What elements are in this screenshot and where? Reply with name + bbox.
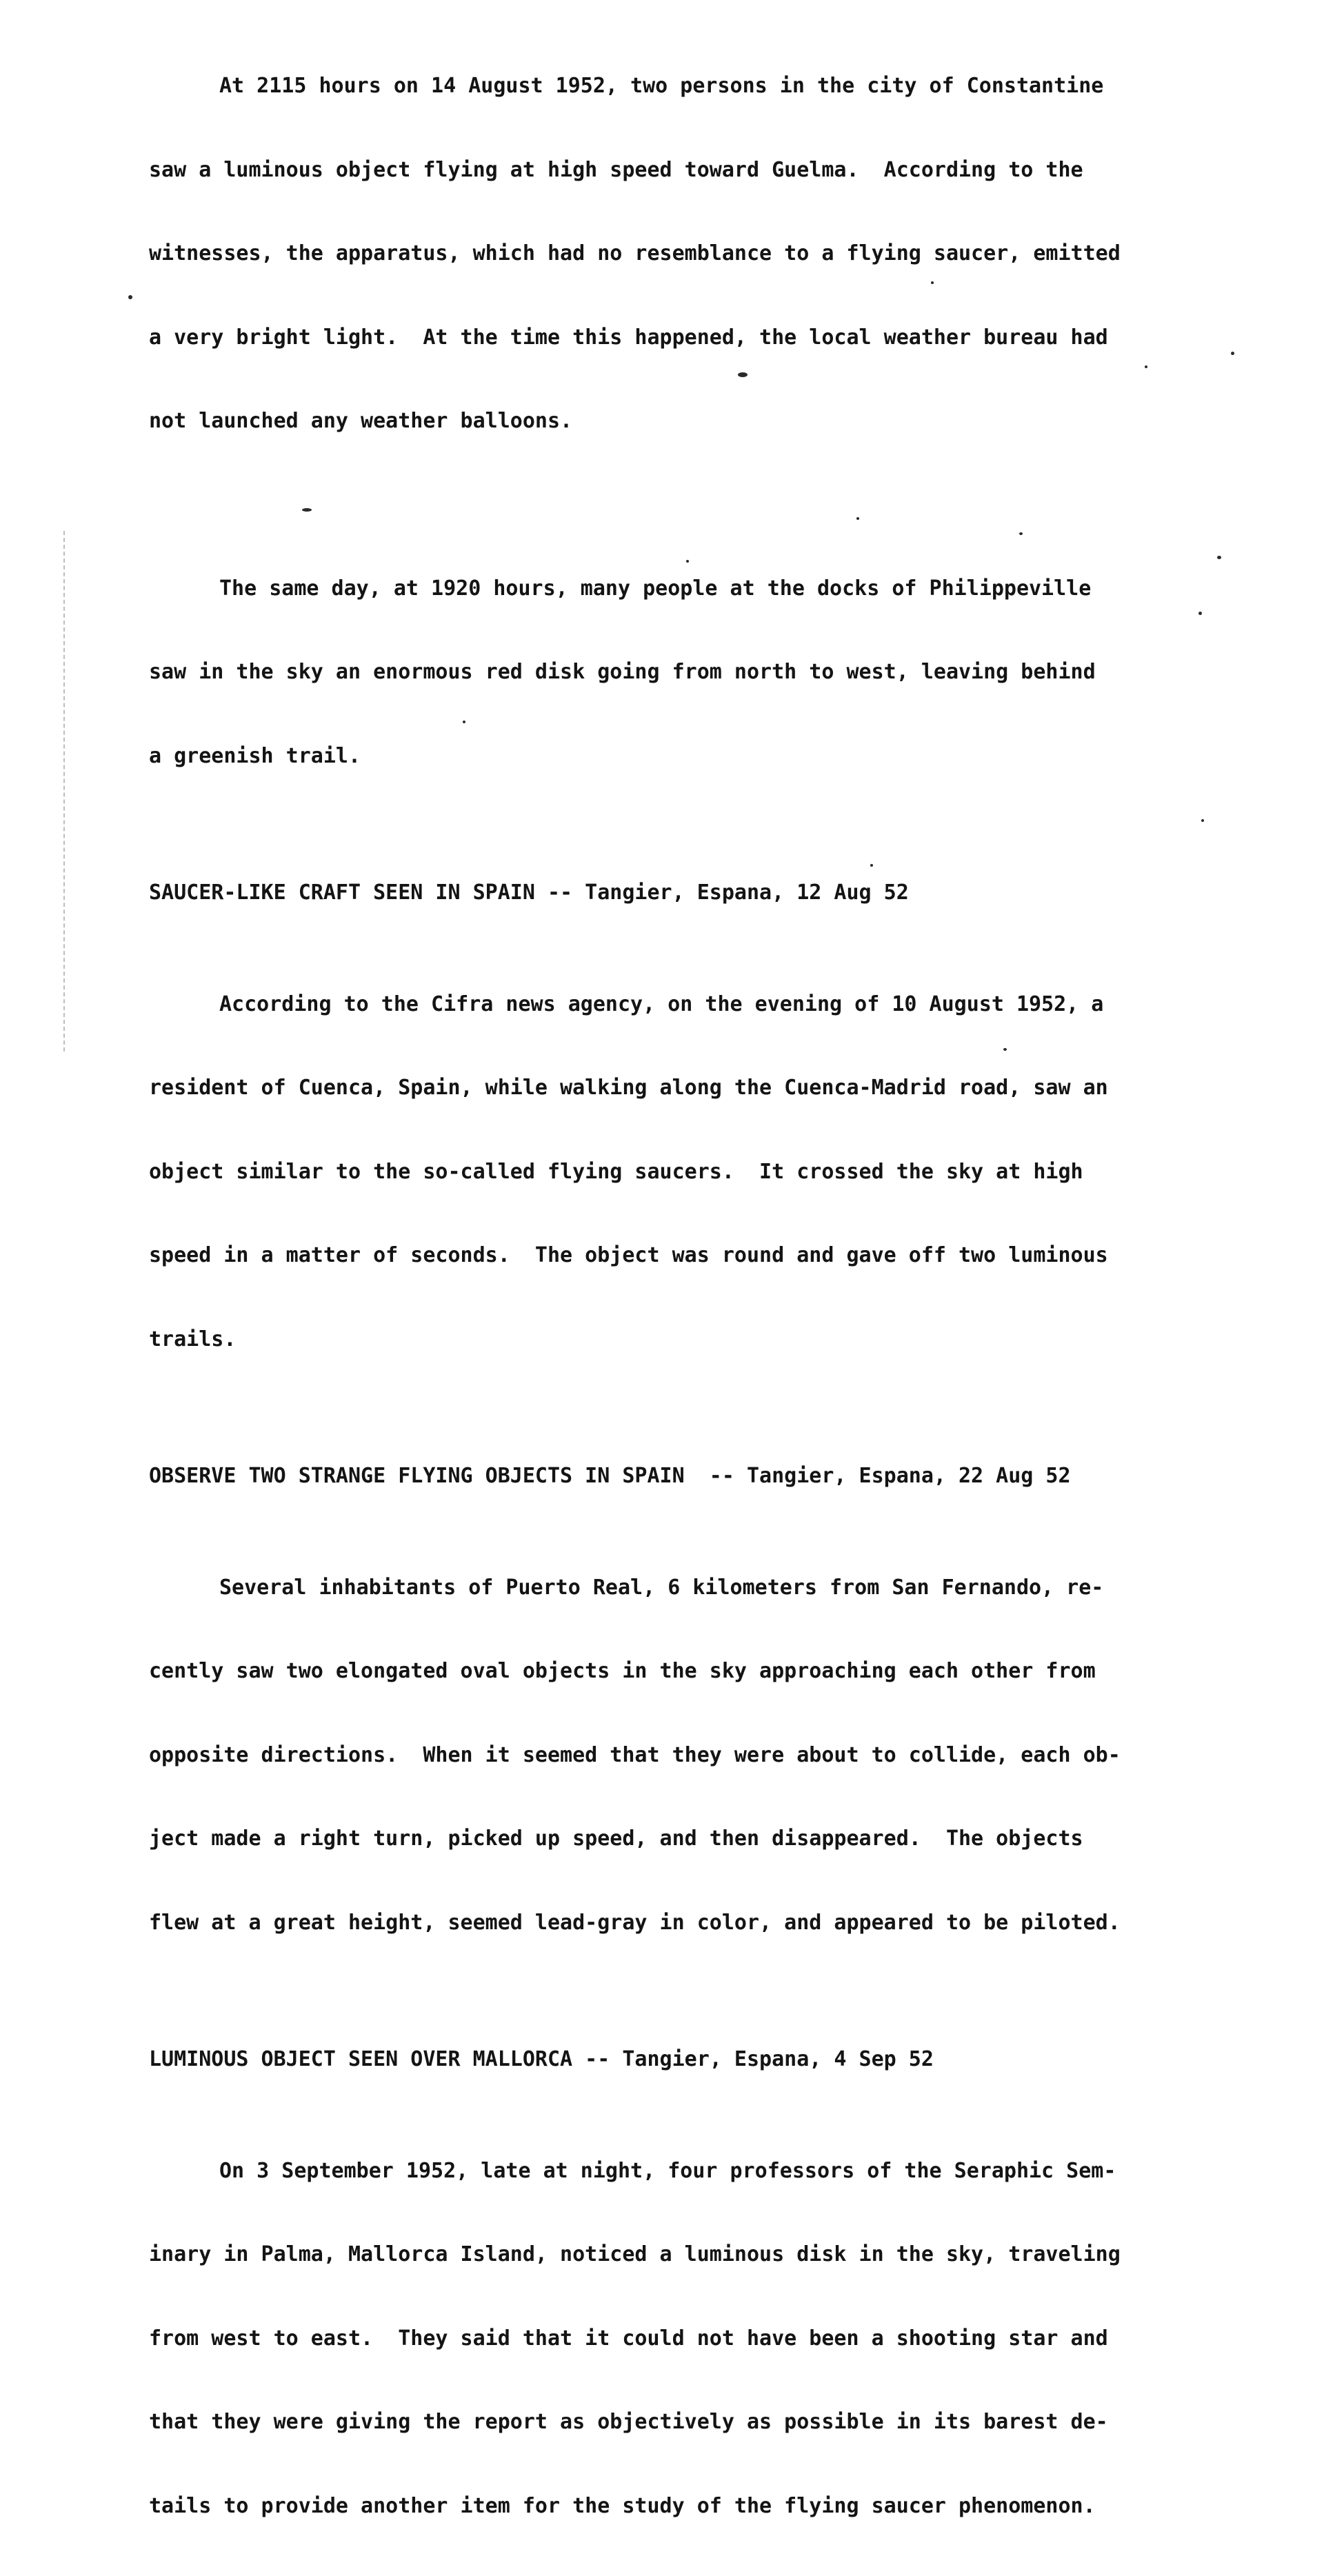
text-line: resident of Cuenca, Spain, while walking along the Cuenca-Madrid road, saw an — [149, 1074, 1238, 1103]
scan-speck — [870, 864, 873, 867]
paragraph-philippeville — [149, 519, 1238, 827]
text-line: witnesses, the apparatus, which had no resemblance to a flying saucer, emitted — [149, 240, 1238, 268]
section-heading-mallorca: LUMINOUS OBJECT SEEN OVER MALLORCA -- Tangier, Espana, 4 Sep 52 — [149, 2046, 1238, 2074]
section-heading-saucer-like-craft: SAUCER-LIKE CRAFT SEEN IN SPAIN -- Tangier, Espana, 12 Aug 52 — [149, 879, 1238, 907]
text-line: tails to provide another item for the study of the flying saucer phenomenon. — [149, 2493, 1238, 2521]
text-line: speed in a matter of seconds. The object was round and gave off two luminous — [149, 1242, 1238, 1270]
text-line: ject made a right turn, picked up speed, and then disappeared. The objects — [149, 1825, 1238, 1853]
scan-speck — [686, 560, 689, 563]
scan-speck — [931, 281, 934, 284]
text-line: not launched any weather balloons. — [149, 407, 1238, 436]
text-line: saw a luminous object flying at high speed toward Guelma. According to the — [149, 157, 1238, 185]
text-line: a very bright light. At the time this happened, the local weather bureau had — [149, 324, 1238, 352]
scan-speck — [1145, 365, 1147, 368]
text-line: trails. — [149, 1326, 1238, 1354]
scan-speck — [302, 508, 312, 512]
scan-speck — [1201, 819, 1204, 822]
text-line: flew at a great height, seemed lead-gray in color, and appeared to be piloted. — [149, 1909, 1238, 1938]
text-line: from west to east. They said that it could not have been a shooting star and — [149, 2325, 1238, 2353]
text-line: Several inhabitants of Puerto Real, 6 kilometers from San Fernando, re- — [149, 1574, 1238, 1602]
text-line: The same day, at 1920 hours, many people at the docks of Philippeville — [149, 575, 1238, 603]
scan-speck — [738, 372, 748, 377]
text-line: saw in the sky an enormous red disk going from north to west, leaving behind — [149, 658, 1238, 687]
scan-speck — [1198, 612, 1202, 615]
paragraph-cuenca — [149, 935, 1238, 1410]
text-line: cently saw two elongated oval objects in the sky approaching each other from — [149, 1658, 1238, 1686]
scan-speck — [463, 721, 465, 723]
document-page — [0, 0, 1324, 1051]
scan-speck — [128, 295, 132, 299]
paragraph-puerto-real — [149, 1518, 1238, 1993]
scan-speck — [1019, 532, 1023, 535]
text-line: that they were giving the report as objectively as possible in its barest de- — [149, 2408, 1238, 2437]
scan-speck — [856, 517, 859, 520]
text-line: object similar to the so-called flying saucers. It crossed the sky at high — [149, 1158, 1238, 1187]
text-line: On 3 September 1952, late at night, four professors of the Seraphic Sem- — [149, 2157, 1238, 2186]
paragraph-palma — [149, 2102, 1238, 2576]
text-line: At 2115 hours on 14 August 1952, two persons in the city of Constantine — [149, 72, 1238, 101]
section-heading-two-strange-objects: OBSERVE TWO STRANGE FLYING OBJECTS IN SPAIN -- Tangier, Espana, 22 Aug 52 — [149, 1462, 1238, 1491]
scan-speck — [1217, 556, 1221, 559]
scan-speck — [1003, 1048, 1007, 1051]
text-line: a greenish trail. — [149, 743, 1238, 771]
paragraph-constantine — [149, 17, 1238, 492]
text-line: inary in Palma, Mallorca Island, noticed a luminous disk in the sky, traveling — [149, 2241, 1238, 2269]
left-margin-rule — [63, 531, 65, 1051]
scan-speck — [1231, 352, 1234, 355]
document-body — [149, 17, 1238, 2576]
text-line: According to the Cifra news agency, on the evening of 10 August 1952, a — [149, 991, 1238, 1019]
text-line: opposite directions. When it seemed that they were about to collide, each ob- — [149, 1742, 1238, 1770]
